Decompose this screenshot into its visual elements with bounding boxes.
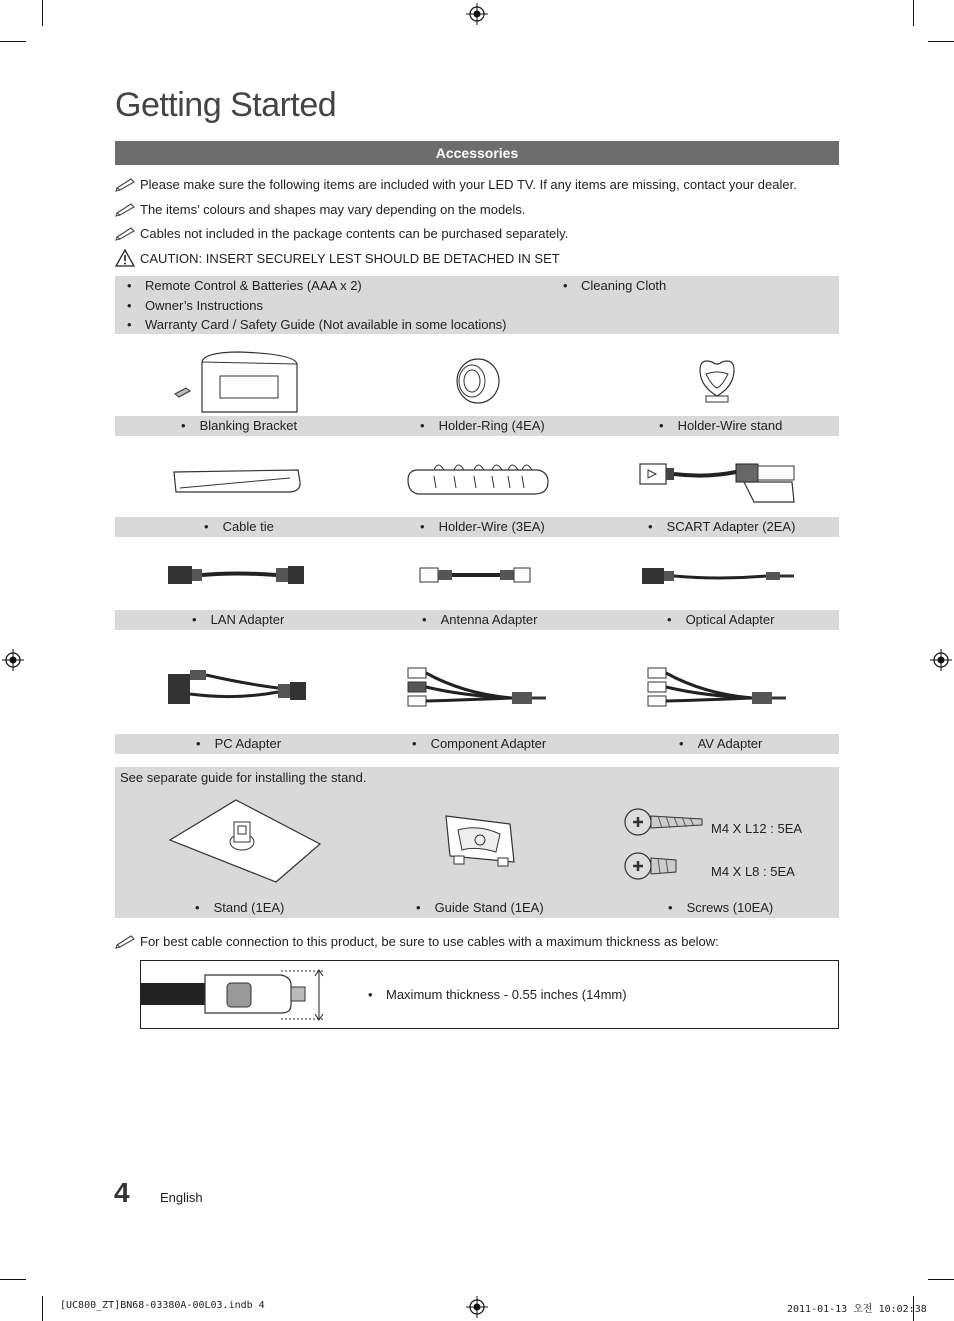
page-title: Getting Started (115, 86, 337, 124)
pencil-note-icon (115, 225, 137, 241)
accessory-label: PC Adapter (214, 736, 282, 751)
accessory-row: • PC Adapter • Component Adapter • AV Adapter (115, 734, 839, 754)
accessory-label: Optical Adapter (685, 612, 775, 627)
note (115, 933, 719, 949)
pencil-note-icon (115, 176, 137, 192)
lan-adapter-image (166, 560, 308, 590)
accessory-label: Stand (1EA) (213, 900, 285, 915)
max-thickness: • Maximum thickness - 0.55 inches (14mm) (386, 987, 627, 1002)
holder-wire-stand-image (692, 356, 742, 406)
short-screw-image (624, 846, 680, 886)
note (115, 225, 568, 241)
blanking-bracket-image (170, 348, 302, 416)
list-item: • Cleaning Cloth (581, 278, 666, 293)
cable-tie-image (170, 466, 302, 496)
pencil-note-icon (115, 933, 137, 949)
accessory-row: • Cable tie • Holder-Wire (3EA) • SCART Adapter (2EA) (115, 517, 839, 537)
note (115, 176, 797, 192)
caution-line (115, 249, 560, 267)
accessory-label: Component Adapter (430, 736, 547, 751)
holder-wire-image (404, 458, 550, 500)
accessory-label: LAN Adapter (210, 612, 285, 627)
cable-thickness-image (141, 967, 331, 1023)
screw-short-spec: M4 X L8 : 5EA (711, 864, 795, 879)
accessory-label: AV Adapter (697, 736, 763, 751)
stand-label-row: • Stand (1EA) • Guide Stand (1EA) • Screws (10EA) (195, 900, 774, 915)
registration-mark-icon (466, 1296, 488, 1318)
caution-text: CAUTION: INSERT SECURELY LEST SHOULD BE DETACHED IN SET (140, 250, 560, 266)
optical-adapter-image (640, 564, 798, 588)
page-language: English (160, 1190, 203, 1205)
antenna-adapter-image (418, 564, 534, 586)
screw-long-spec: M4 X L12 : 5EA (711, 821, 803, 836)
note-text: For best cable connection to this product, be sure to use cables with a maximum thickness as below: (140, 933, 719, 949)
registration-mark-icon (2, 649, 24, 671)
long-screw-image (624, 802, 706, 842)
scart-adapter-image (636, 458, 800, 506)
warning-triangle-icon (115, 249, 135, 267)
holder-ring-image (452, 356, 502, 406)
guide-stand-image (440, 810, 520, 870)
pc-adapter-image (166, 664, 310, 710)
note-text: The items’ colours and shapes may vary depending on the models. (140, 201, 526, 217)
accessory-label: Antenna Adapter (440, 612, 538, 627)
accessory-label: Guide Stand (1EA) (434, 900, 544, 915)
note-text: Please make sure the following items are included with your LED TV. If any items are missing, contact your dealer. (140, 176, 797, 192)
accessory-label: Holder-Wire stand (677, 418, 783, 433)
accessory-label: Blanking Bracket (199, 418, 298, 433)
registration-mark-icon (930, 649, 952, 671)
av-adapter-image (644, 664, 790, 710)
section-header: Accessories (115, 141, 839, 165)
accessory-row: • LAN Adapter • Antenna Adapter • Optical Adapter (115, 610, 839, 630)
component-adapter-image (404, 664, 550, 710)
registration-mark-icon (466, 3, 488, 25)
print-date-info: 2011-01-13 오전 10:02:38 (787, 1304, 927, 1315)
accessory-label: Holder-Ring (4EA) (438, 418, 545, 433)
accessory-label: Cable tie (222, 519, 274, 534)
stand-image (166, 796, 324, 886)
print-file-info: [UC800_ZT]BN68-03380A-00L03.indb 4 (60, 1300, 265, 1311)
page-number: 4 (114, 1177, 130, 1208)
list-item: • Owner’s Instructions (145, 298, 263, 313)
note (115, 201, 525, 217)
list-item: • Warranty Card / Safety Guide (Not available in some locations) (145, 317, 507, 332)
list-item: • Remote Control & Batteries (AAA x 2) (145, 278, 362, 293)
accessory-label: Holder-Wire (3EA) (438, 519, 545, 534)
pencil-note-icon (115, 201, 137, 217)
thickness-box (140, 960, 839, 1029)
accessory-label: SCART Adapter (2EA) (666, 519, 796, 534)
accessory-label: Screws (10EA) (686, 900, 774, 915)
note-text: Cables not included in the package contents can be purchased separately. (140, 225, 569, 241)
accessory-row: • Blanking Bracket • Holder-Ring (4EA) • Holder-Wire stand (115, 416, 839, 436)
stand-note: See separate guide for installing the stand. (120, 770, 367, 785)
